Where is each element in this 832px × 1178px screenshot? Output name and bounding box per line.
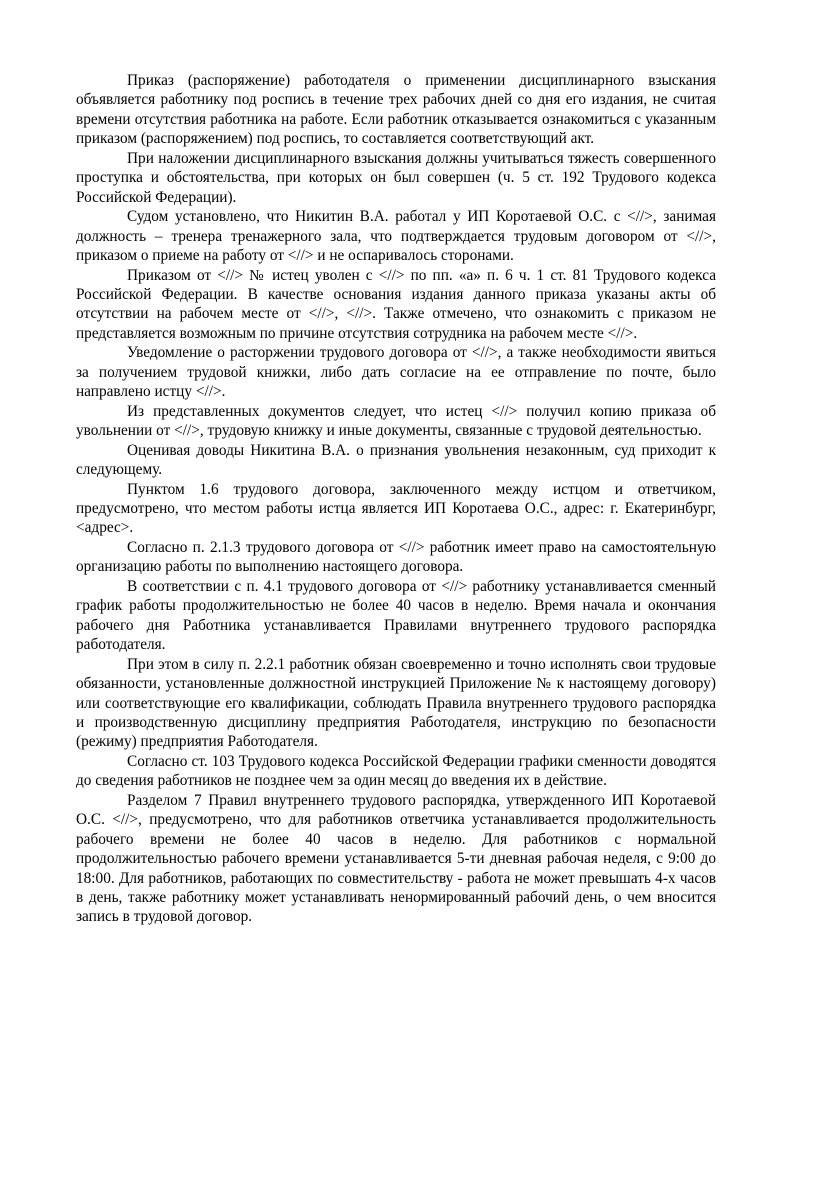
paragraph-clause-2-1-3: Согласно п. 2.1.3 трудового договора от <//> работник имеет право на самостоятельную организацию работы по выполнению настоящего договора. <box>76 538 716 576</box>
paragraph-section-7: Разделом 7 Правил внутреннего трудового распорядка, утвержденного ИП Коротаевой О.С. <//>, предусмотрено, что для работников ответчика устанавливается продолжительность рабочего времени не более 40 часов в неделю. Для работников с нормальной продолжительностью рабочего времени устанавливается 5-ти дневная рабочая неделя, с 9:00 до 18:00. Для работников, работающих по совместительству - работа не может превышать 4-х часов в день, также работнику может устанавливать ненормированный рабочий день, о чем вносится запись в трудовой договор. <box>76 791 716 926</box>
paragraph-workplace: Пунктом 1.6 трудового договора, заключенного между истцом и ответчиком, предусмотрено, что местом работы истца является ИП Коротаева О.С., адрес: г. Екатеринбург, <адрес>. <box>76 480 716 537</box>
paragraph-notification: Уведомление о расторжении трудового договора от <//>, а также необходимости явиться за получением трудовой книжки, либо дать согласие на ее отправление по почте, было направлено истцу <//>. <box>76 344 716 401</box>
paragraph-clause-4-1: В соответствии с п. 4.1 трудового договора от <//> работнику устанавливается сменный график работы продолжительностью не более 40 часов в неделю. Время начала и окончания рабочего дня Работника устанавливается Правилами внутреннего трудового распорядка работодателя. <box>76 577 716 654</box>
paragraph-article-103: Согласно ст. 103 Трудового кодекса Российской Федерации графики сменности доводятся до сведения работников не позднее чем за один месяц до введения их в действие. <box>76 752 716 790</box>
paragraph-evaluation: Оценивая доводы Никитина В.А. о признания увольнения незаконным, суд приходит к следующему. <box>76 441 716 479</box>
paragraph-disciplinary-order: Приказ (распоряжение) работодателя о применении дисциплинарного взыскания объявляется работнику под роспись в течение трех рабочих дней со дня его издания, не считая времени отсутствия работника на работе. Если работник отказывается ознакомиться с указанным приказом (распоряжением) под роспись, то составляется соответствующий акт. <box>76 72 716 148</box>
paragraph-severity: При наложении дисциплинарного взыскания должны учитываться тяжесть совершенного проступка и обстоятельства, при которых он был совершен (ч. 5 ст. 192 Трудового кодекса Российской Федерации). <box>76 149 716 206</box>
paragraph-dismissal-order: Приказом от <//> № истец уволен с <//> по пп. «а» п. 6 ч. 1 ст. 81 Трудового кодекса Российской Федерации. В качестве основания издания данного приказа указаны акты об отсутствии на рабочем месте от <//>, <//>. Также отмечено, что ознакомить с приказом не представляется возможным по причине отсутствия сотрудника на рабочем месте <//>. <box>76 266 716 342</box>
document-page <box>76 71 716 927</box>
paragraph-clause-2-2-1: При этом в силу п. 2.2.1 работник обязан своевременно и точно исполнять свои трудовые обязанности, установленные должностной инструкцией Приложение № к настоящему договору) или соответствующие его квалификации, соблюдать Правила внутреннего трудового распорядка и производственную дисциплину предприятия Работодателя, инструкцию по безопасности (режиму) предприятия Работодателя. <box>76 655 716 751</box>
paragraph-documents-received: Из представленных документов следует, что истец <//> получил копию приказа об увольнении от <//>, трудовую книжку и иные документы, связанные с трудовой деятельностью. <box>76 402 716 440</box>
paragraph-court-established: Судом установлено, что Никитин В.А. работал у ИП Коротаевой О.С. с <//>, занимая должность – тренера тренажерного зала, что подтверждается трудовым договором от <//>, приказом о приеме на работу от <//> и не оспаривалось сторонами. <box>76 208 716 265</box>
